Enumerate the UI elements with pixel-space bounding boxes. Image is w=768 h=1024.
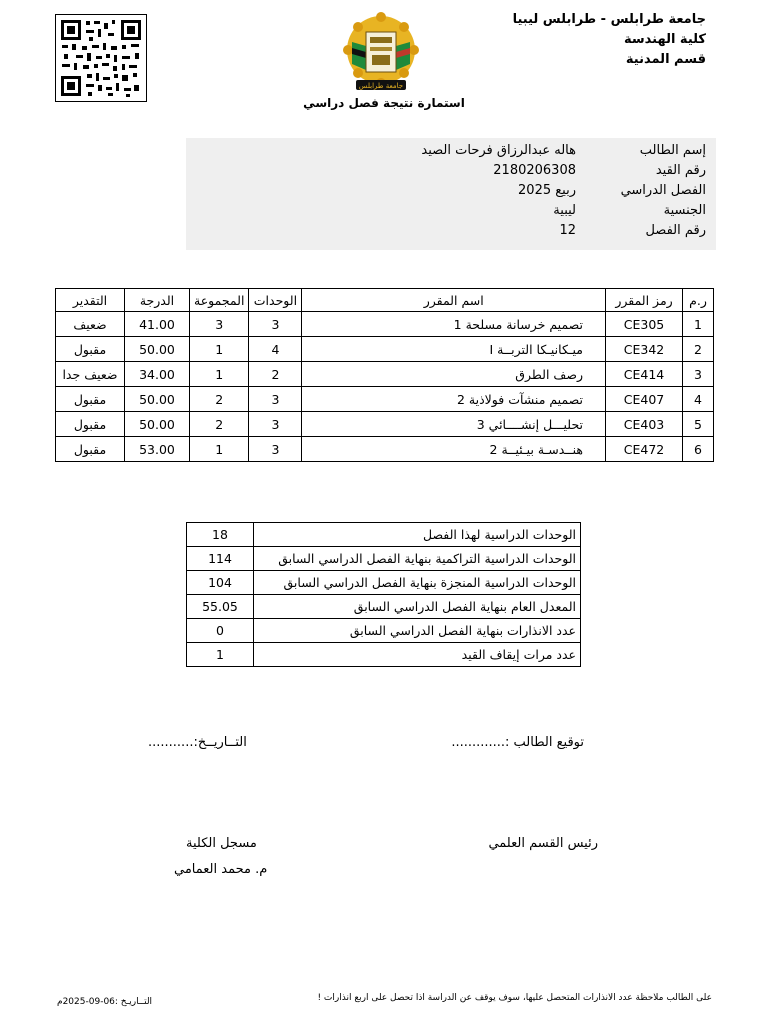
- registrar-title: مسجل الكلية: [186, 836, 257, 851]
- footer-warning-note: على الطالب ملاحظة عدد الانذارات المتحصل عليها، سوف يوقف عن الدراسة اذا تحصل على اربع انذارات !: [317, 993, 712, 1003]
- svg-text:جامعة طرابلس: جامعة طرابلس: [358, 82, 404, 90]
- course-mark-cell: 50.00: [125, 337, 190, 362]
- course-code-cell: CE407: [606, 387, 683, 412]
- summary-label: الوحدات الدراسية المنجزة بنهاية الفصل الدراسي السابق: [254, 571, 581, 595]
- summary-value: 1: [187, 643, 254, 667]
- student-info-label: الجنسية: [663, 203, 706, 218]
- course-name-cell: هنــدسـة بيـئيــة 2: [302, 437, 606, 462]
- col-row-number: ر.م: [683, 289, 714, 312]
- summary-value: 104: [187, 571, 254, 595]
- course-units-cell: 3: [249, 387, 302, 412]
- course-mark-cell: 41.00: [125, 312, 190, 337]
- student-info-value: 2180206308: [493, 163, 576, 178]
- summary-label: الوحدات الدراسية لهذا الفصل: [254, 523, 581, 547]
- summary-value: 0: [187, 619, 254, 643]
- summary-value: 55.05: [187, 595, 254, 619]
- print-date: التــاريـخ :06-09-2025م: [57, 997, 153, 1007]
- course-group-cell: 2: [190, 412, 249, 437]
- course-grade-cell: مقبول: [56, 412, 125, 437]
- course-code-cell: CE305: [606, 312, 683, 337]
- course-no-cell: 4: [683, 387, 714, 412]
- col-mark: الدرجة: [125, 289, 190, 312]
- summary-row: [187, 619, 581, 643]
- course-grade-cell: مقبول: [56, 437, 125, 462]
- summary-row: [187, 571, 581, 595]
- col-course-code: رمز المقرر: [606, 289, 683, 312]
- course-code-cell: CE472: [606, 437, 683, 462]
- student-info-row: [186, 163, 716, 183]
- student-info-row: [186, 223, 716, 243]
- student-info-row: [186, 183, 716, 203]
- course-row: [56, 337, 714, 362]
- faculty-name: كلية الهندسة: [624, 32, 706, 47]
- course-name-cell: تصميم خرسانة مسلحة 1: [302, 312, 606, 337]
- courses-table: [55, 288, 714, 462]
- course-mark-cell: 50.00: [125, 387, 190, 412]
- summary-row: [187, 547, 581, 571]
- course-code-cell: CE342: [606, 337, 683, 362]
- course-units-cell: 3: [249, 412, 302, 437]
- course-group-cell: 3: [190, 312, 249, 337]
- student-info-row: [186, 143, 716, 163]
- summary-label: المعدل العام بنهاية الفصل الدراسي السابق: [254, 595, 581, 619]
- student-info-label: رقم القيد: [655, 163, 706, 178]
- department-head-label: رئيس القسم العلمي: [488, 836, 598, 851]
- summary-value: 18: [187, 523, 254, 547]
- course-mark-cell: 34.00: [125, 362, 190, 387]
- course-row: [56, 437, 714, 462]
- student-info-value: 12: [559, 223, 576, 238]
- summary-table: [186, 522, 581, 667]
- qr-code-icon: [55, 14, 147, 102]
- student-info-value: ليبية: [553, 203, 576, 218]
- course-grade-cell: مقبول: [56, 387, 125, 412]
- col-units: الوحدات: [249, 289, 302, 312]
- date-line: التــاريــخ:...........: [148, 735, 247, 750]
- course-no-cell: 2: [683, 337, 714, 362]
- summary-label: عدد مرات إيقاف القيد: [254, 643, 581, 667]
- summary-row: [187, 643, 581, 667]
- student-info-row: [186, 203, 716, 223]
- course-code-cell: CE403: [606, 412, 683, 437]
- course-name-cell: تحليـــل إنشــــائي 3: [302, 412, 606, 437]
- course-name-cell: تصميم منشآت فولاذية 2: [302, 387, 606, 412]
- course-mark-cell: 50.00: [125, 412, 190, 437]
- course-grade-cell: ضعيف جدا: [56, 362, 125, 387]
- summary-label: الوحدات الدراسية التراكمية بنهاية الفصل الدراسي السابق: [254, 547, 581, 571]
- col-group: المجموعة: [190, 289, 249, 312]
- registrar-name: م. محمد العمامي: [174, 862, 268, 877]
- course-row: [56, 362, 714, 387]
- student-info-value: هاله عبدالرزاق فرحات الصيد: [421, 143, 576, 158]
- course-row: [56, 312, 714, 337]
- department-name: قسم المدنية: [625, 52, 706, 67]
- course-group-cell: 1: [190, 337, 249, 362]
- university-name: جامعة طرابلس - طرابلس ليبيا: [512, 12, 706, 27]
- student-info-panel: [186, 138, 716, 250]
- course-group-cell: 2: [190, 387, 249, 412]
- student-info-label: الفصل الدراسي: [620, 183, 706, 198]
- course-grade-cell: ضعيف: [56, 312, 125, 337]
- course-units-cell: 4: [249, 337, 302, 362]
- student-info-label: رقم الفصل: [645, 223, 706, 238]
- course-grade-cell: مقبول: [56, 337, 125, 362]
- course-group-cell: 1: [190, 437, 249, 462]
- course-mark-cell: 53.00: [125, 437, 190, 462]
- course-row: [56, 412, 714, 437]
- summary-value: 114: [187, 547, 254, 571]
- course-row: [56, 387, 714, 412]
- summary-label: عدد الانذارات بنهاية الفصل الدراسي السابق: [254, 619, 581, 643]
- student-signature-line: توقيع الطالب :.............: [451, 735, 584, 750]
- course-no-cell: 3: [683, 362, 714, 387]
- col-grade: التقدير: [56, 289, 125, 312]
- course-units-cell: 3: [249, 437, 302, 462]
- course-no-cell: 1: [683, 312, 714, 337]
- course-units-cell: 2: [249, 362, 302, 387]
- course-code-cell: CE414: [606, 362, 683, 387]
- course-units-cell: 3: [249, 312, 302, 337]
- student-info-label: إسم الطالب: [639, 143, 706, 158]
- student-info-value: ربيع 2025: [518, 183, 576, 198]
- university-logo-icon: [338, 12, 424, 98]
- course-no-cell: 6: [683, 437, 714, 462]
- summary-row: [187, 523, 581, 547]
- course-name-cell: رصف الطرق: [302, 362, 606, 387]
- col-course-name: اسم المقرر: [302, 289, 606, 312]
- course-group-cell: 1: [190, 362, 249, 387]
- summary-row: [187, 595, 581, 619]
- form-title: استمارة نتيجة فصل دراسي: [303, 96, 465, 110]
- course-name-cell: ميـكانيـكا التربــة I: [302, 337, 606, 362]
- course-no-cell: 5: [683, 412, 714, 437]
- courses-header-row: [56, 289, 714, 312]
